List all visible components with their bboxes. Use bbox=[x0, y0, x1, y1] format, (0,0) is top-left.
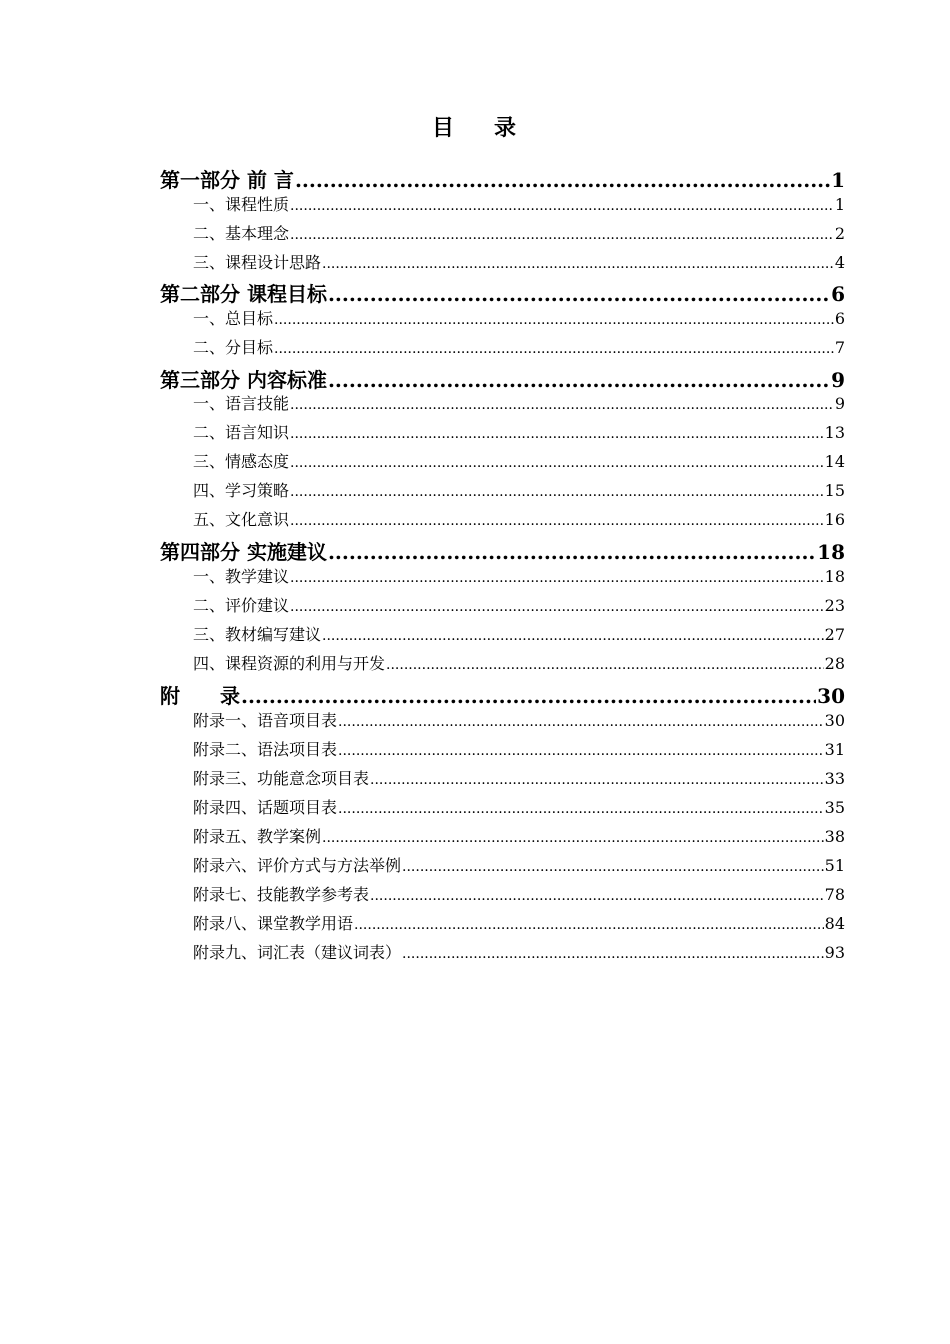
toc-leader bbox=[295, 165, 830, 195]
toc-page-number: 38 bbox=[824, 827, 845, 846]
toc-leader bbox=[274, 336, 834, 361]
toc-item[interactable] bbox=[193, 478, 845, 504]
toc-label: 第三部分 内容标准 bbox=[160, 368, 327, 392]
toc-leader bbox=[322, 825, 824, 850]
toc-page-number: 31 bbox=[824, 740, 845, 759]
toc-page-number: 2 bbox=[834, 224, 845, 243]
toc-label: 第二部分 课程目标 bbox=[160, 282, 327, 306]
toc-item[interactable] bbox=[193, 449, 845, 475]
toc-page-number: 18 bbox=[824, 567, 845, 586]
toc-page-number: 93 bbox=[824, 943, 845, 962]
toc-label: 附录七、技能教学参考表 bbox=[193, 885, 370, 904]
toc-page-number: 7 bbox=[834, 338, 845, 357]
toc-item[interactable] bbox=[193, 940, 845, 966]
toc-page-number: 16 bbox=[824, 510, 845, 529]
toc-label bbox=[160, 681, 240, 711]
toc-item[interactable] bbox=[193, 221, 845, 247]
page-title-char-2: 录 bbox=[494, 115, 519, 141]
toc-label: 一、课程性质 bbox=[193, 195, 290, 214]
toc-leader bbox=[290, 479, 824, 504]
toc-label: 二、语言知识 bbox=[193, 423, 290, 442]
toc-page-number: 84 bbox=[824, 914, 845, 933]
toc-label: 三、教材编写建议 bbox=[193, 625, 322, 644]
toc-item[interactable] bbox=[193, 335, 845, 361]
toc-part-1[interactable] bbox=[160, 165, 845, 195]
toc-item[interactable] bbox=[193, 306, 845, 332]
toc-item[interactable] bbox=[193, 824, 845, 850]
toc-page-number: 18 bbox=[817, 540, 845, 564]
toc-page-number: 35 bbox=[824, 798, 845, 817]
toc-leader bbox=[322, 251, 834, 276]
toc-leader bbox=[328, 279, 830, 309]
toc-page-number: 4 bbox=[834, 253, 845, 272]
toc-label: 第一部分 前 言 bbox=[160, 168, 294, 192]
toc-item[interactable] bbox=[193, 795, 845, 821]
toc-leader bbox=[322, 623, 824, 648]
toc-label: 三、情感态度 bbox=[193, 452, 290, 471]
toc-leader bbox=[370, 767, 824, 792]
toc-label: 二、基本理念 bbox=[193, 224, 290, 243]
toc-part-2[interactable] bbox=[160, 279, 845, 309]
toc-leader bbox=[290, 193, 834, 218]
toc-label: 一、总目标 bbox=[193, 309, 274, 328]
toc-item[interactable] bbox=[193, 651, 845, 677]
toc-page-number: 78 bbox=[824, 885, 845, 904]
toc-leader bbox=[290, 565, 824, 590]
toc-label-part-2: 录 bbox=[220, 684, 240, 708]
toc-label: 一、教学建议 bbox=[193, 567, 290, 586]
toc-label: 三、课程设计思路 bbox=[193, 253, 322, 272]
toc-page-number: 51 bbox=[824, 856, 845, 875]
toc-page-number: 9 bbox=[834, 394, 845, 413]
toc-leader bbox=[386, 652, 824, 677]
toc-label: 附录三、功能意念项目表 bbox=[193, 769, 370, 788]
toc-label: 五、文化意识 bbox=[193, 510, 290, 529]
toc-leader bbox=[290, 222, 834, 247]
toc-page-number: 27 bbox=[824, 625, 845, 644]
toc-leader bbox=[402, 854, 824, 879]
toc-leader bbox=[241, 681, 816, 711]
toc-page-number: 1 bbox=[834, 195, 845, 214]
toc-item[interactable] bbox=[193, 622, 845, 648]
toc-leader bbox=[290, 508, 824, 533]
toc-page-number: 14 bbox=[824, 452, 845, 471]
toc-label: 附录二、语法项目表 bbox=[193, 740, 338, 759]
toc-leader bbox=[328, 537, 816, 567]
toc-page-number: 9 bbox=[831, 368, 845, 392]
toc-leader bbox=[354, 912, 824, 937]
toc-item[interactable] bbox=[193, 564, 845, 590]
toc-item[interactable] bbox=[193, 507, 845, 533]
toc-item[interactable] bbox=[193, 708, 845, 734]
toc-item[interactable] bbox=[193, 737, 845, 763]
toc-leader bbox=[290, 392, 834, 417]
toc-leader bbox=[290, 450, 824, 475]
toc-item[interactable] bbox=[193, 853, 845, 879]
toc-item[interactable] bbox=[193, 882, 845, 908]
toc-page-number: 15 bbox=[824, 481, 845, 500]
toc-item[interactable] bbox=[193, 391, 845, 417]
toc-page-number: 30 bbox=[817, 684, 845, 708]
toc-label: 一、语言技能 bbox=[193, 394, 290, 413]
toc-page-number: 1 bbox=[831, 168, 845, 192]
toc-page-number: 13 bbox=[824, 423, 845, 442]
toc-label: 二、评价建议 bbox=[193, 596, 290, 615]
toc-page-number: 28 bbox=[824, 654, 845, 673]
toc-label: 附录一、语音项目表 bbox=[193, 711, 338, 730]
toc-item[interactable] bbox=[193, 250, 845, 276]
toc-page-number: 6 bbox=[831, 282, 845, 306]
toc-page-number: 23 bbox=[824, 596, 845, 615]
toc-item[interactable] bbox=[193, 766, 845, 792]
toc-page-number: 33 bbox=[824, 769, 845, 788]
toc-leader bbox=[402, 941, 824, 966]
toc-leader bbox=[290, 421, 824, 446]
toc-leader bbox=[370, 883, 824, 908]
toc-label: 四、课程资源的利用与开发 bbox=[193, 654, 386, 673]
toc-page-number: 30 bbox=[824, 711, 845, 730]
toc-label: 附录八、课堂教学用语 bbox=[193, 914, 354, 933]
toc-label: 附录九、词汇表（建议词表） bbox=[193, 943, 402, 962]
toc-label: 附录四、话题项目表 bbox=[193, 798, 338, 817]
toc-leader bbox=[338, 796, 824, 821]
toc-label: 二、分目标 bbox=[193, 338, 274, 357]
toc-label: 附录六、评价方式与方法举例 bbox=[193, 856, 402, 875]
toc-item[interactable] bbox=[193, 911, 845, 937]
toc-appendix[interactable] bbox=[160, 681, 845, 711]
page-title-char-1: 目 bbox=[431, 115, 456, 141]
toc-label: 第四部分 实施建议 bbox=[160, 540, 327, 564]
toc-label: 附录五、教学案例 bbox=[193, 827, 322, 846]
toc-leader bbox=[338, 709, 824, 734]
toc-page-number: 6 bbox=[834, 309, 845, 328]
toc-label-part-1: 附 bbox=[160, 684, 180, 708]
toc-item[interactable] bbox=[193, 192, 845, 218]
toc-item[interactable] bbox=[193, 593, 845, 619]
toc-leader bbox=[274, 307, 834, 332]
toc-part-4[interactable] bbox=[160, 537, 845, 567]
toc-leader bbox=[290, 594, 824, 619]
toc-item[interactable] bbox=[193, 420, 845, 446]
toc-label: 四、学习策略 bbox=[193, 481, 290, 500]
toc-leader bbox=[338, 738, 824, 763]
